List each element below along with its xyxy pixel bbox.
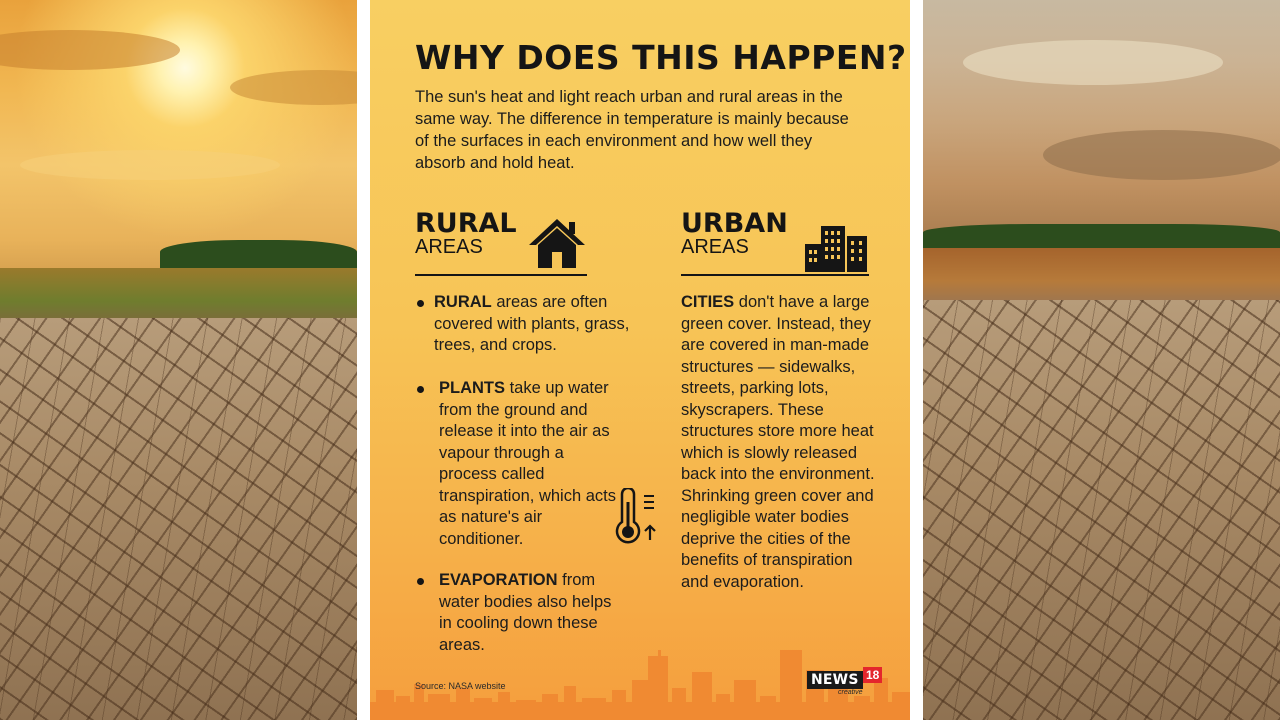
urban-keyword: CITIES	[681, 293, 735, 311]
cloud	[1043, 130, 1280, 180]
cloudy-sky	[923, 0, 1280, 245]
bullet-keyword: EVAPORATION	[439, 571, 558, 589]
logo-tagline: creative	[838, 689, 863, 696]
bullet-keyword: PLANTS	[439, 379, 505, 397]
logo-number-badge: 18	[863, 667, 882, 683]
bullet-text: take up water from the ground and release it into the air as vapour through a process called transpiration, which acts as nature's air conditioner.	[439, 379, 616, 548]
divider	[910, 0, 923, 720]
page-title: WHY DOES THIS HAPPEN?	[415, 38, 907, 77]
bullet-text: areas are often covered with plants, grass, trees, and crops.	[434, 293, 630, 354]
infographic-panel	[370, 0, 910, 720]
urban-heading-subtitle: AREAS	[681, 236, 749, 258]
urban-body-text: don't have a large green cover. Instead, they are covered in man-made structures — sidewalks, streets, parking lots, skyscrapers. These structures store more heat which is slowly released back into the environment. Shrinking green cover and negligible water bodies deprive the cities of the benefits of transpiration and evaporation.	[681, 293, 875, 591]
news18-logo	[807, 665, 881, 699]
dry-field	[923, 248, 1280, 303]
logo-wordmark: NEWS	[807, 671, 863, 689]
bullet-keyword: RURAL	[434, 293, 492, 311]
thermometer-rising-icon	[614, 488, 660, 546]
list-item	[415, 292, 634, 357]
cloud	[20, 150, 280, 180]
cracked-earth	[0, 318, 357, 720]
rural-heading	[415, 208, 587, 276]
urban-heading-title: URBAN	[681, 208, 788, 239]
house-icon	[527, 216, 587, 272]
list-item	[415, 570, 619, 656]
left-landscape-photo	[0, 0, 357, 720]
list-item	[415, 378, 619, 550]
tree-line	[160, 240, 357, 270]
bullet-text: from water bodies also helps in cooling down these areas.	[439, 571, 612, 654]
source-credit: Source: NASA website	[415, 681, 506, 691]
cloud	[963, 40, 1223, 85]
urban-description	[681, 292, 881, 593]
grass-field	[0, 268, 357, 323]
buildings-icon	[803, 222, 869, 272]
right-landscape-photo	[923, 0, 1280, 720]
urban-heading	[681, 208, 869, 276]
cracked-earth	[923, 300, 1280, 720]
divider	[357, 0, 370, 720]
rural-heading-title: RURAL	[415, 208, 517, 239]
intro-text: The sun's heat and light reach urban and rural areas in the same way. The difference in temperature is mainly because of the surfaces in each environment and how well they absorb and hold heat.	[415, 88, 849, 172]
rural-heading-subtitle: AREAS	[415, 236, 483, 258]
